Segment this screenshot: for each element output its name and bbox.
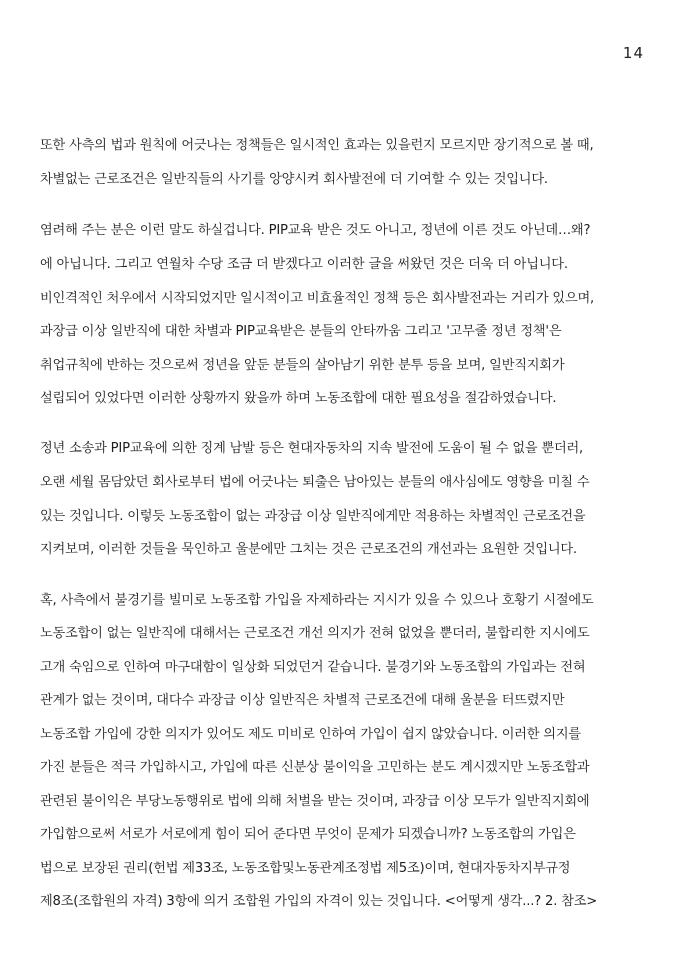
page-number: 14 [622,44,644,62]
text-line: 고개 숙임으로 인하여 마구대함이 일상화 되었던거 같습니다. 불경기와 노동조합의 가입과는 전혀 [40,660,586,675]
text-line: 차별없는 근로조건은 일반직들의 사기를 앙양시켜 회사발전에 더 기여할 수 있는 것입니다. [40,172,548,187]
text-line: 혹, 사측에서 불경기를 빌미로 노동조합 가입을 자제하라는 지시가 있을 수 있으나 호황기 시절에도 [40,593,594,608]
text-line: 가입함으로써 서로가 서로에게 힘이 되어 준다면 무엇이 문제가 되겠습니까? 노동조합의 가입은 [40,827,576,842]
text-line: 가진 분들은 적극 가입하시고, 가입에 따른 신분상 불이익을 고민하는 분도 계시겠지만 노동조합과 [40,760,590,775]
text-line: 관계가 없는 것이며, 대다수 과장급 이상 일반직은 차별적 근로조건에 대해 울분을 터뜨렸지만 [40,693,565,708]
text-line: 염려해 주는 분은 이런 말도 하실겁니다. PIP교육 받은 것도 아니고, 정년에 이른 것도 아닌데…왜? [40,223,591,238]
text-line: 노동조합 가입에 강한 의지가 있어도 제도 미비로 인하여 가입이 쉽지 않았습니다. 이러한 의지를 [40,727,581,742]
text-line: 또한 사측의 법과 원칙에 어긋나는 정책들은 일시적인 효과는 있을런지 모르지만 장기적으로 볼 때, [40,138,594,153]
text-line: 제8조(조합원의 자격) 3항에 의거 조합원 가입의 자격이 있는 것입니다. <어떻게 생각...? 2. 참조> [40,894,598,909]
text-line: 비인격적인 처우에서 시작되었지만 일시적이고 비효율적인 정책 등은 회사발전과는 거리가 있으며, [40,291,595,306]
text-line: 있는 것입니다. 이렇듯 노동조합이 없는 과장급 이상 일반직에게만 적용하는 차별적인 근로조건을 [40,509,586,524]
text-line: 과장급 이상 일반직에 대한 차별과 PIP교육받은 분들의 안타까움 그리고 '고무줄 정년 정책'은 [40,324,562,339]
text-line: 설립되어 있었다면 이러한 상황까지 왔을까 하며 노동조합에 대한 필요성을 절감하였습니다. [40,391,557,406]
text-line: 법으로 보장된 권리(헌법 제33조, 노동조합및노동관계조정법 제5조)이며, 현대자동차지부규정 [40,861,571,876]
text-line: 관련된 불이익은 부당노동행위로 법에 의해 처벌을 받는 것이며, 과장급 이상 모두가 일반직지회에 [40,794,590,809]
text-line: 정년 소송과 PIP교육에 의한 징계 남발 등은 현대자동차의 지속 발전에 도움이 될 수 없을 뿐더러, [40,441,584,456]
text-line: 오랜 세월 몸담았던 회사로부터 법에 어긋나는 퇴출은 남아있는 분들의 애사심에도 영향을 미칠 수 [40,475,590,490]
text-line: 노동조합이 없는 일반직에 대해서는 근로조건 개선 의지가 전혀 없었을 뿐더러, 불합리한 지시에도 [40,626,590,641]
text-line: 지켜보며, 이러한 것들을 묵인하고 울분에만 그치는 것은 근로조건의 개선과는 요원한 것입니다. [40,542,577,557]
text-line: 취업규칙에 반하는 것으로써 정년을 앞둔 분들의 살아남기 위한 분투 등을 보며, 일반직지회가 [40,358,565,373]
text-line: 에 아닙니다. 그리고 연월차 수당 조금 더 받겠다고 이러한 글을 써왔던 것은 더욱 더 아닙니다. [40,257,568,272]
